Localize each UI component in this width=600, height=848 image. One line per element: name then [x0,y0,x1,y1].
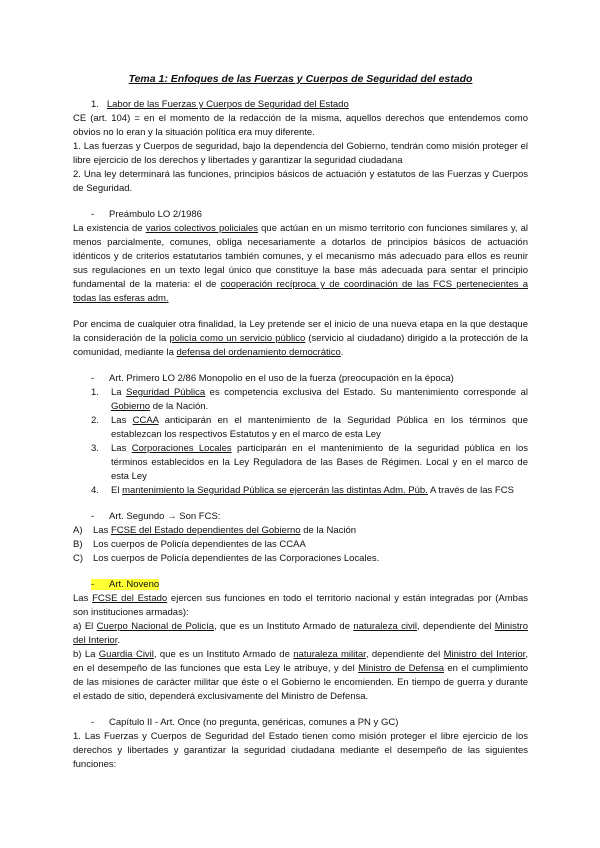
text-run: Los cuerpos de Policía dependientes de las Corporaciones Locales. [93,553,380,564]
section-4-heading [73,510,528,524]
underlined-text: defensa del ordenamiento democrático [176,347,341,358]
text-run: La existencia de [73,223,146,234]
section-3-list [73,386,528,498]
underlined-text: Cuerpo Nacional de Policía [96,621,215,632]
list-item [91,414,528,442]
section-5-paragraph-3 [73,648,528,704]
text-run: El [111,485,123,496]
underlined-text: varios colectivos policiales [145,223,259,234]
section-3-heading [73,372,528,386]
underlined-text: naturaleza civil [353,621,417,632]
dash-bullet: - [91,579,95,590]
text-run: A través de las FCS [427,485,514,496]
text-run: Las [73,593,93,604]
underlined-text: Ministro del Interior [443,649,526,660]
dash-bullet: - [91,717,95,728]
text-run: Las [111,443,132,454]
list-number: 4. [91,485,99,496]
list-letter: A) [73,525,83,536]
text-run: que actúan en un mismo territorio con funciones similares y, al menos parcialmente, comunes, obliga necesariamente a dotarlos de principios básicos de actuación idénticos y de criterios estatutarios también comunes, y el mecanismo más adecuado para ellos es reunir sus regulaciones en un texto legal único que constituye la base más adecuada para sentar el principio fundamental de la materia: el de [73,223,528,290]
text-run: a) El [73,621,97,632]
section-4-list [73,524,528,566]
spacer [73,196,528,208]
spacer [73,704,528,716]
section-2-heading [73,208,528,222]
text-run: , que es un Instituto Armado de [153,649,294,660]
text-run: Las [93,525,111,536]
text-run: es competencia exclusiva del Estado. Su mantenimiento corresponde al [205,387,528,398]
section-1-title: Labor de las Fuerzas y Cuerpos de Seguridad del Estado [106,99,349,110]
document-title: Tema 1: Enfoques de las Fuerzas y Cuerpos de Seguridad del estado [128,73,473,85]
section-5-title: Art. Noveno [109,579,160,590]
text-run: , que es un Instituto Armado de [214,621,354,632]
section-5-heading [73,578,528,592]
list-number: 1. [91,387,99,398]
text-run: . [117,635,121,646]
list-letter: C) [73,553,84,564]
underlined-text: cooperación recíproca y de coordinación de las FCS pertenecientes a todas las esferas adm. [73,279,528,304]
text-run: Las [111,415,133,426]
text-run: , dependiente del [416,621,495,632]
text-run: de la Nación. [150,401,209,412]
underlined-text: naturaleza militar [293,649,366,660]
section-4-title: Art. Segundo → Son FCS: [109,511,221,522]
underlined-text: FCSE del Estado [92,593,168,604]
text-run: b) La [73,649,99,660]
section-1-number: 1. [91,99,99,110]
document-body [73,72,528,772]
section-5-paragraph-2 [73,620,528,648]
section-2-paragraph-1 [73,222,528,306]
underlined-text: FCSE del Estado dependientes del Gobierno [110,525,301,536]
spacer [73,566,528,578]
text-run: , en el desempeño de las funciones que esta Ley le atribuye, y del [73,649,528,674]
dash-bullet: - [91,373,95,384]
text-run: participarán en el mantenimiento de la seguridad pública en los términos establecidos en la Ley Reguladora de las Bases de Régimen. Local y en el marco de esta Ley [111,443,528,482]
list-item [91,386,528,414]
underlined-text: Ministro del Interior [73,621,528,646]
underlined-text: Gobierno [111,401,151,412]
list-number: 2. [91,415,99,426]
spacer [73,498,528,510]
section-2-paragraph-2 [73,318,528,360]
text-run: (servicio al ciudadano) dirigido a la protección de la comunidad, mediante la [73,333,528,358]
underlined-text: policía como un servicio público [169,333,306,344]
text-run: de la Nación [300,525,357,536]
text-run: en el cumplimiento de las misiones de carácter militar que éste o el Gobierno le encomienden. En tiempo de guerra y durante el estado de sitio, dependerá exclusivamente del Ministro de Defensa. [73,663,529,702]
text-run: , dependiente del [365,649,444,660]
section-6-title: Capítulo II - Art. Once (no pregunta, genéricas, comunes a PN y GC) [109,717,399,728]
list-item [91,442,528,484]
list-letter: B) [73,539,83,550]
dash-bullet: - [91,511,95,522]
section-2-title: Preámbulo LO 2/1986 [109,209,202,220]
list-item [91,484,528,498]
underlined-text: Corporaciones Locales [131,443,232,454]
text-run: . [340,347,344,358]
section-1-paragraph-1: CE (art. 104) = en el momento de la redacción de la misma, aquellos derechos que entendemos como obvios no lo eran y la situación política era muy diferente. [73,113,528,138]
section-1-paragraph-2: 1. Las fuerzas y Cuerpos de seguridad, bajo la dependencia del Gobierno, tendrán como misión proteger el libre ejercicio de los derechos y libertades y garantizar la seguridad ciudadana [73,141,528,166]
underlined-text: Ministro de Defensa [358,663,444,674]
underlined-text: mantenimiento la Seguridad Pública se ejercerán las distintas Adm. Púb. [122,485,428,496]
text-run: ejercen sus funciones en todo el territorio nacional y están integradas por (Ambas son instituciones armadas): [73,593,528,618]
text-run: La [111,387,127,398]
section-6-paragraph-1: 1. Las Fuerzas y Cuerpos de Seguridad del Estado tienen como misión proteger el libre ejercicio de los derechos y libertades y garantizar la seguridad ciudadana mediante el desempeño de las siguientes funciones: [73,731,528,770]
text-run: anticiparán en el mantenimiento de la Seguridad Pública en los términos que establezcan los respectivos Estatutos y en el marco de esta Ley [111,415,528,440]
list-item [73,524,528,538]
section-3-title: Art. Primero LO 2/86 Monopolio en el uso de la fuerza (preocupación en la época) [109,373,454,384]
section-1-paragraph-3: 2. Una ley determinará las funciones, principios básicos de actuación y estatutos de las Fuerzas y Cuerpos de Seguridad. [73,169,528,194]
spacer [73,360,528,372]
underlined-text: CCAA [132,415,159,426]
text-run: Por encima de cualquier otra finalidad, la Ley pretende ser el inicio de una nueva etapa en la que destaque la consideración de la [73,319,528,344]
section-6-heading [73,716,528,730]
spacer [73,306,528,318]
text-run: Los cuerpos de Policía dependientes de las CCAA [93,539,306,550]
section-1-heading [73,98,528,112]
underlined-text: Seguridad Pública [126,387,206,398]
list-item [73,552,528,566]
section-5-paragraph-1 [73,592,528,620]
dash-bullet: - [91,209,95,220]
list-item [73,538,528,552]
underlined-text: Guardia Civil [98,649,154,660]
list-number: 3. [91,443,99,454]
